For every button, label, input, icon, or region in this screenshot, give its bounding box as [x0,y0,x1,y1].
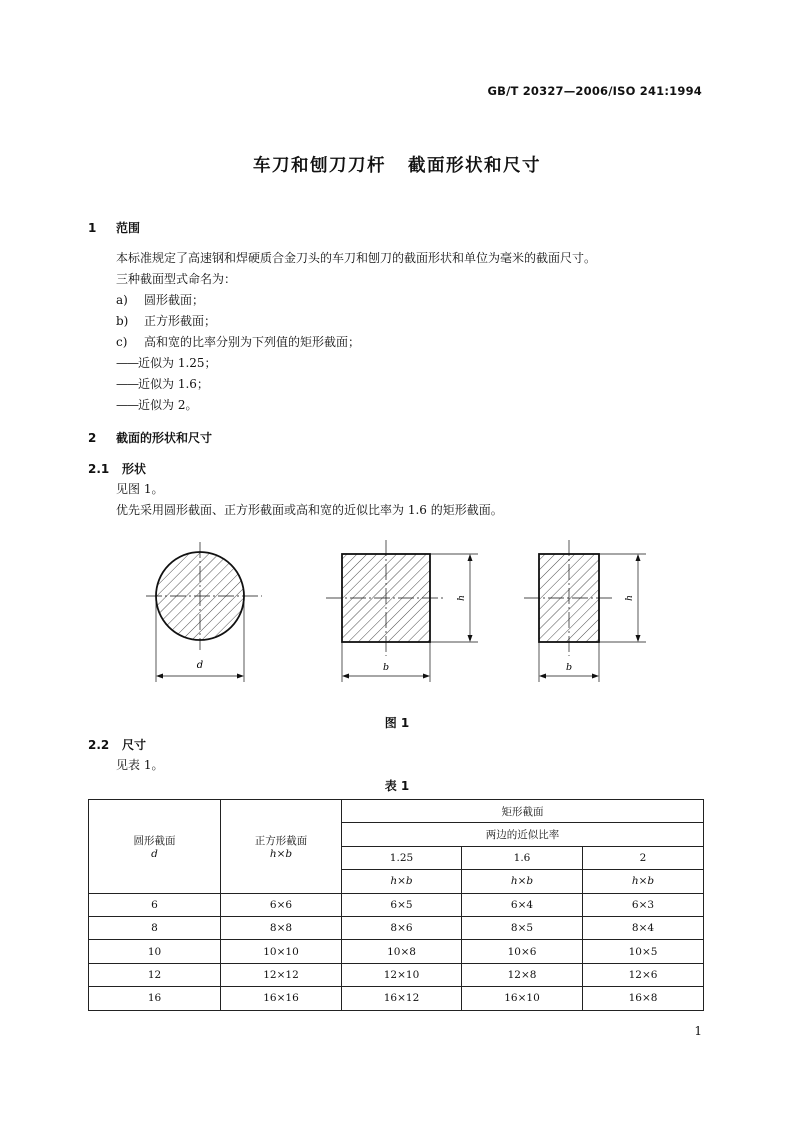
standard-code: GB/T 20327—2006/ISO 241:1994 [487,84,702,98]
label-h: h [457,595,467,601]
table-cell: 8×4 [583,916,704,939]
list-item-b [116,313,216,329]
dash-item-2 [116,376,209,392]
header-ratio-value: 1.25 [342,846,462,869]
table-cell: 6×5 [342,893,462,916]
header-subsymbol: h×b [583,870,704,893]
table-row [89,963,704,986]
section-2-title: 截面的形状和尺寸 [116,431,213,445]
dash-item-1-text: 近似为 1.25； [138,356,217,370]
table-cell: 12×8 [462,963,583,986]
section-2-1-heading [88,460,146,477]
table-cell: 10 [89,940,221,963]
header-square [221,800,342,894]
title-part2: 截面形状和尺寸 [408,156,541,176]
table-caption: 表 1 [384,779,410,793]
list-item-b-text: 正方形截面； [144,314,217,328]
dash-mark: —— [116,377,138,391]
label-b-rect: b [565,662,573,673]
dash-mark: —— [116,398,138,412]
section-2-1-line1: 见图 1。 [116,482,164,496]
list-item-c-text: 高和宽的比率分别为下列值的矩形截面； [144,335,361,349]
table-cell: 12×10 [342,963,462,986]
label-b: b [382,662,390,673]
header-ratio-value: 2 [583,846,704,869]
table-cell: 16×10 [462,987,583,1010]
header-round-label: 圆形截面 [133,834,176,847]
table-cell: 10×6 [462,940,583,963]
table-cell: 8 [89,916,221,939]
header-square-label: 正方形截面 [254,834,308,847]
section-2-1-number: 2.1 [88,462,110,476]
table-cell: 8×5 [462,916,583,939]
table-cell: 10×5 [583,940,704,963]
round-section [146,542,262,682]
table-cell: 16×12 [342,987,462,1010]
list-item-c-label: c) [116,335,128,349]
table-cell: 16 [89,987,221,1010]
figure-caption: 图 1 [384,716,410,730]
header-rect: 矩形截面 [342,800,704,823]
section-1-number: 1 [88,221,97,235]
dash-item-2-text: 近似为 1.6； [138,377,209,391]
table-cell: 12 [89,963,221,986]
table-cell: 12×6 [583,963,704,986]
section-2-2-number: 2.2 [88,738,110,752]
table-cell: 6×4 [462,893,583,916]
header-square-symbol: h×b [269,847,293,860]
header-subsymbol: h×b [462,870,583,893]
dash-item-1 [116,355,217,371]
header-round-symbol: d [151,847,158,860]
table-cell: 6×3 [583,893,704,916]
page-number: 1 [694,1024,702,1038]
list-item-a-text: 圆形截面； [144,293,205,307]
header-ratio: 两边的近似比率 [342,823,704,846]
table-cell: 16×16 [221,987,342,1010]
section-2-2-heading [88,736,146,753]
section-2-2-line1: 见表 1。 [116,758,164,772]
section-2-heading [88,429,212,446]
list-item-a-label: a) [116,293,128,307]
dash-mark: —— [116,356,138,370]
list-item-a [116,292,204,308]
table-cell: 10×10 [221,940,342,963]
table-row [89,916,704,939]
table-cell: 16×8 [583,987,704,1010]
label-d: d [196,660,204,671]
label-h-rect: h [625,595,635,601]
header-ratio-value: 1.6 [462,846,583,869]
list-item-b-label: b) [116,314,129,328]
table-cell: 12×12 [221,963,342,986]
header-round [89,800,221,894]
section-2-1-line2: 优先采用圆形截面、正方形截面或高和宽的近似比率为 1.6 的矩形截面。 [116,503,503,517]
figure-1 [0,530,794,700]
section-1-title: 范围 [116,221,141,235]
section-2-number: 2 [88,431,97,445]
dash-item-3-text: 近似为 2。 [138,398,198,412]
table-row [89,987,704,1010]
table-cell: 8×6 [342,916,462,939]
table-cell: 6 [89,893,221,916]
list-item-c [116,334,360,350]
table-cell: 8×8 [221,916,342,939]
square-section [326,540,478,682]
document-title [0,152,794,177]
dash-item-3 [116,397,197,413]
table-cell: 10×8 [342,940,462,963]
table-row [89,893,704,916]
rectangular-section [524,540,646,682]
title-part1: 车刀和刨刀刀杆 [253,156,386,176]
section-2-2-title: 尺寸 [122,738,147,752]
table-row [89,940,704,963]
dimensions-table [88,799,704,1011]
section-2-1-title: 形状 [122,462,147,476]
header-subsymbol: h×b [342,870,462,893]
section-1-heading [88,219,140,236]
section-1-para1: 本标准规定了高速钢和焊硬质合金刀头的车刀和刨刀的截面形状和单位为毫米的截面尺寸。 [116,251,597,265]
section-1-para2: 三种截面型式命名为： [116,272,237,286]
table-cell: 6×6 [221,893,342,916]
